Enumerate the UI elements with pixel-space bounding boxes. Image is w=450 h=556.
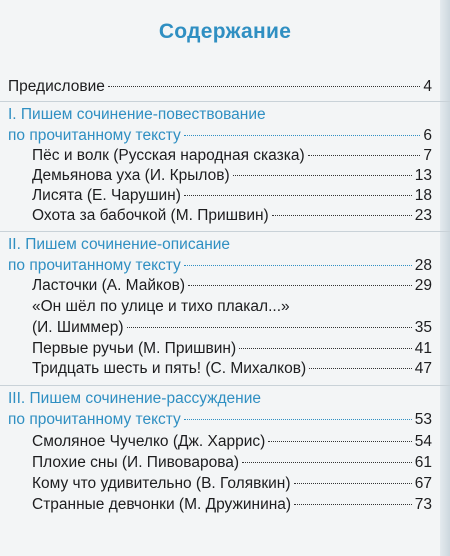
toc-entry-label: Лисята (Е. Чарушин) bbox=[32, 187, 181, 204]
section-subheading-text: по прочитанному тексту bbox=[8, 127, 181, 144]
toc-entry-label: (И. Шиммер) bbox=[32, 319, 124, 336]
toc-page-number: 73 bbox=[414, 496, 432, 513]
leader-dots bbox=[242, 462, 412, 463]
section-heading-3 bbox=[8, 390, 432, 412]
toc-page-number: 23 bbox=[414, 207, 432, 224]
section-subheading-1[interactable] bbox=[8, 127, 432, 149]
section-heading-text: II. Пишем сочинение-описание bbox=[8, 236, 231, 253]
section-subheading-2[interactable] bbox=[8, 257, 432, 279]
leader-dots bbox=[188, 285, 412, 286]
section-heading-text: III. Пишем сочинение-рассуждение bbox=[8, 390, 262, 407]
toc-entry-label: «Он шёл по улице и тихо плакал...» bbox=[32, 298, 290, 315]
section-heading-1 bbox=[8, 106, 432, 128]
toc-entry-label: Предисловие bbox=[8, 78, 105, 95]
toc-page-number: 61 bbox=[414, 454, 432, 471]
leader-dots bbox=[184, 419, 412, 420]
section-subheading-3[interactable] bbox=[8, 411, 432, 433]
section-heading-text: I. Пишем сочинение-повествование bbox=[8, 106, 266, 123]
toc-entry-label: Кому что удивительно (В. Голявкин) bbox=[32, 475, 291, 492]
leader-dots bbox=[268, 441, 411, 442]
leader-dots bbox=[272, 215, 412, 216]
toc-entry[interactable] bbox=[32, 475, 432, 497]
toc-entry[interactable] bbox=[32, 496, 432, 518]
toc-entry-label: Плохие сны (И. Пивоварова) bbox=[32, 454, 240, 471]
toc-entry-label: Демьянова уха (И. Крылов) bbox=[32, 167, 230, 184]
toc-entry-label: Тридцать шесть и пять! (С. Михалков) bbox=[32, 360, 307, 377]
toc-entry[interactable] bbox=[32, 277, 432, 299]
leader-dots bbox=[127, 327, 412, 328]
toc-page-number: 7 bbox=[423, 147, 432, 164]
toc-entry[interactable] bbox=[32, 360, 432, 382]
section-divider bbox=[0, 231, 450, 232]
toc-page-number: 47 bbox=[414, 360, 432, 377]
toc-entry[interactable] bbox=[32, 298, 432, 320]
toc-entry-label: Смоляное Чучелко (Дж. Харрис) bbox=[32, 433, 266, 450]
section-divider bbox=[0, 385, 450, 386]
leader-dots bbox=[184, 265, 412, 266]
section-divider bbox=[0, 101, 450, 102]
leader-dots bbox=[294, 483, 412, 484]
leader-dots bbox=[184, 135, 421, 136]
leader-dots bbox=[308, 155, 421, 156]
toc-entry[interactable] bbox=[32, 319, 432, 341]
toc-entry-label: Ласточки (А. Майков) bbox=[32, 277, 186, 294]
toc-page-number: 41 bbox=[414, 340, 432, 357]
toc-entry-preface[interactable] bbox=[8, 78, 432, 100]
toc-page-number: 13 bbox=[414, 167, 432, 184]
leader-dots bbox=[233, 175, 412, 176]
toc-page-number: 18 bbox=[414, 187, 432, 204]
toc-entry[interactable] bbox=[32, 340, 432, 362]
toc-entry-label: Охота за бабочкой (М. Пришвин) bbox=[32, 207, 269, 224]
toc-page-number: 67 bbox=[414, 475, 432, 492]
page-edge bbox=[440, 0, 450, 556]
toc-entry[interactable] bbox=[32, 187, 432, 209]
toc-entry-label: Первые ручьи (М. Пришвин) bbox=[32, 340, 237, 357]
toc-entry-label: Странные девчонки (М. Дружинина) bbox=[32, 496, 292, 513]
toc-page-number: 54 bbox=[414, 433, 432, 450]
toc-entry-label: Пёс и волк (Русская народная сказка) bbox=[32, 147, 305, 164]
toc-page-number: 28 bbox=[414, 257, 432, 274]
leader-dots bbox=[108, 86, 421, 87]
page-title: Содержание bbox=[158, 20, 292, 43]
toc-page-number: 6 bbox=[423, 127, 432, 144]
toc-entry[interactable] bbox=[32, 167, 432, 189]
toc-entry[interactable] bbox=[32, 433, 432, 455]
section-subheading-text: по прочитанному тексту bbox=[8, 257, 181, 274]
toc-page-number: 29 bbox=[414, 277, 432, 294]
leader-dots bbox=[294, 504, 412, 505]
toc-entry[interactable] bbox=[32, 207, 432, 229]
toc-page-number: 35 bbox=[414, 319, 432, 336]
toc-entry[interactable] bbox=[32, 454, 432, 476]
section-subheading-text: по прочитанному тексту bbox=[8, 411, 181, 428]
toc-page-number: 53 bbox=[414, 411, 432, 428]
leader-dots bbox=[309, 368, 412, 369]
toc-page-number: 4 bbox=[423, 78, 432, 95]
section-heading-2 bbox=[8, 236, 432, 258]
toc-entry[interactable] bbox=[32, 147, 432, 169]
leader-dots bbox=[184, 195, 412, 196]
leader-dots bbox=[239, 348, 412, 349]
